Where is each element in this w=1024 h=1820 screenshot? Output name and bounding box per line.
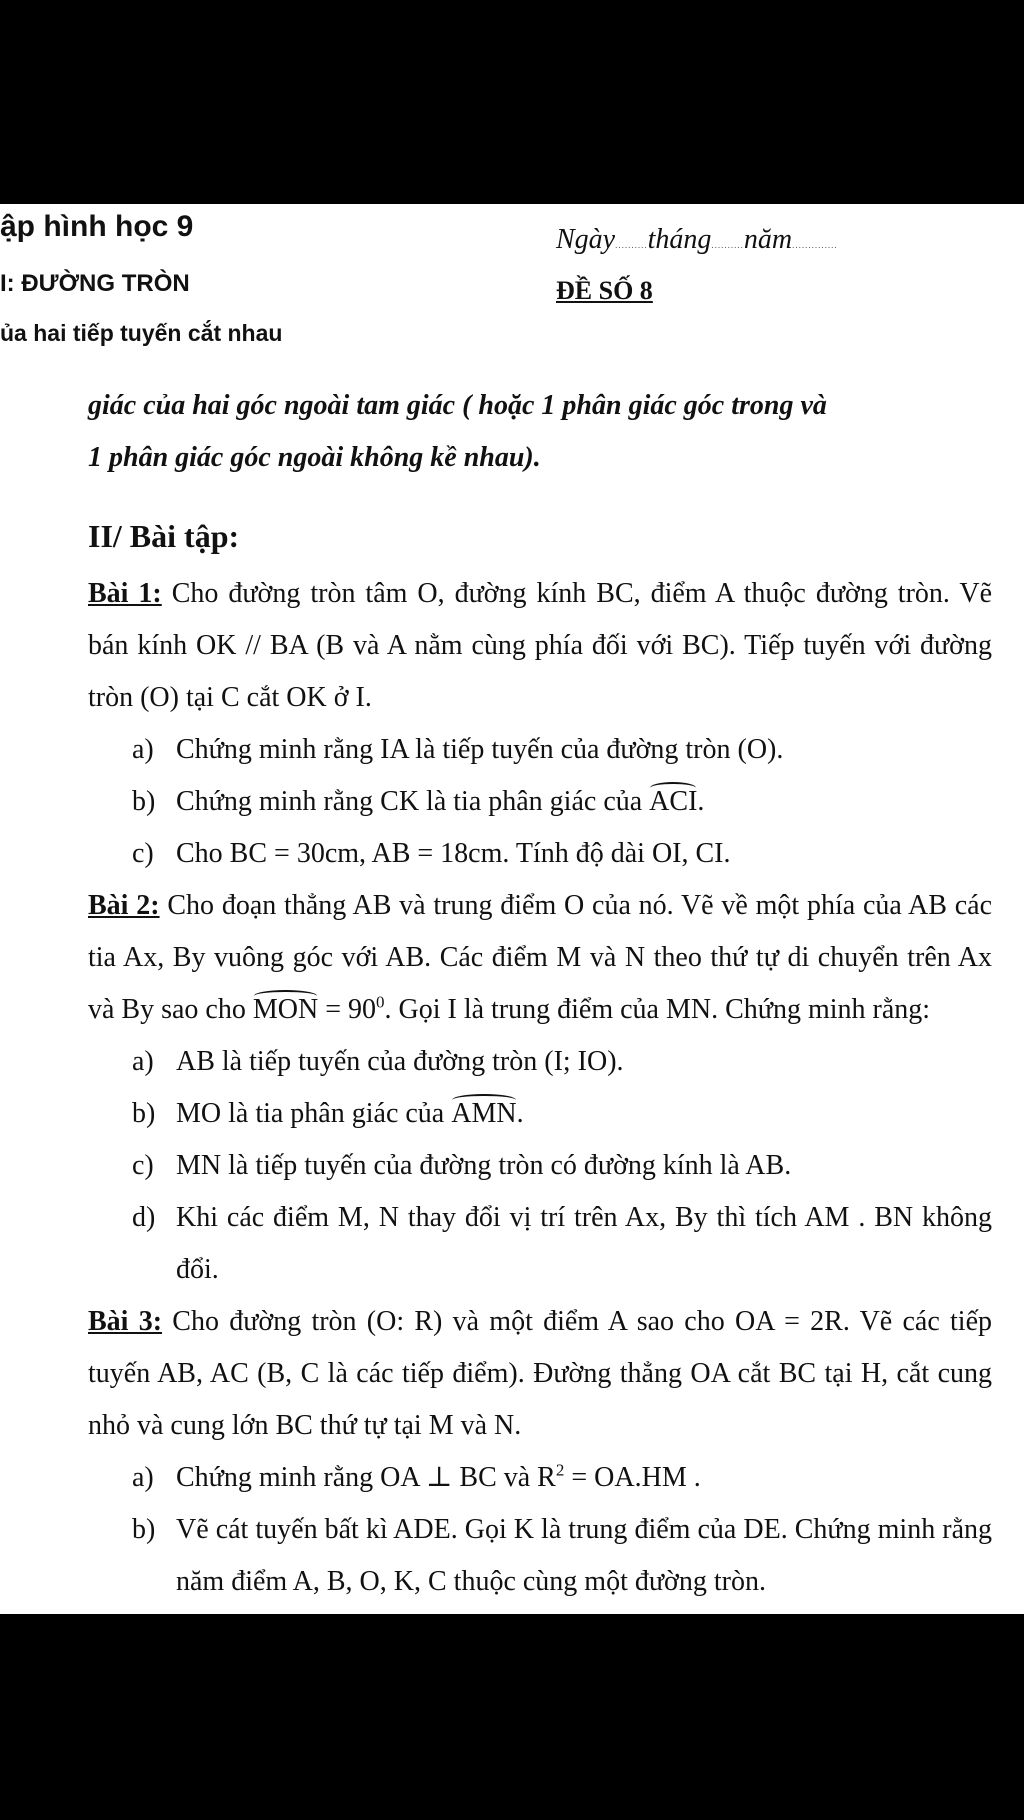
problem-item bbox=[88, 1088, 992, 1140]
statement-text: Cho đường tròn (O: R) và một điểm A sao cho OA = 2R. Vẽ các tiếp tuyến AB, AC (B, C là các tiếp điểm). Đường thẳng OA cắt BC tại H, cắt cung nhỏ và cung lớn BC thứ tự tại M và N. bbox=[88, 1306, 992, 1441]
problem-statement bbox=[88, 568, 992, 724]
degree-superscript: 0 bbox=[376, 992, 385, 1012]
problem-label: Bài 2: bbox=[88, 890, 160, 921]
problem-1 bbox=[88, 568, 992, 880]
item-text: Chứng minh rằng IA là tiếp tuyến của đường tròn (O). bbox=[176, 734, 784, 765]
angle-symbol: AMN bbox=[451, 1088, 516, 1140]
document-page bbox=[0, 204, 1024, 1614]
date-line bbox=[556, 224, 838, 256]
statement-text: = 90 bbox=[318, 994, 376, 1025]
exam-number: ĐỀ SỐ 8 bbox=[556, 276, 653, 305]
item-letter: b) bbox=[132, 786, 156, 817]
item-text bbox=[176, 1088, 992, 1140]
item-letter: a) bbox=[132, 1462, 154, 1493]
item-text-part: = OA.HM . bbox=[564, 1462, 701, 1493]
month-blank: .......... bbox=[711, 240, 744, 250]
lesson-heading: ủa hai tiếp tuyến cắt nhau bbox=[0, 320, 283, 346]
section-title: II/ Bài tập: bbox=[88, 518, 240, 554]
problem-statement bbox=[88, 1296, 992, 1452]
intro-line: giác của hai góc ngoài tam giác ( hoặc 1 phân giác góc trong và bbox=[88, 390, 827, 421]
problem-2 bbox=[88, 880, 992, 1296]
item-text-part: MO là tia phân giác của bbox=[176, 1098, 452, 1129]
power-superscript: 2 bbox=[555, 1460, 565, 1480]
item-letter: a) bbox=[132, 1046, 154, 1077]
year-label: năm bbox=[743, 224, 793, 255]
angle-symbol: ACI bbox=[649, 776, 697, 828]
problem-item bbox=[88, 1140, 992, 1192]
intro-line: 1 phân giác góc ngoài không kề nhau). bbox=[88, 442, 541, 473]
intro-paragraph bbox=[88, 380, 992, 484]
problem-label: Bài 1: bbox=[88, 578, 162, 609]
item-letter: c) bbox=[132, 1150, 154, 1181]
item-text: Vẽ cát tuyến bất kì ADE. Gọi K là trung điểm của DE. Chứng minh rằng năm điểm A, B, O, K, C thuộc cùng một đường tròn. bbox=[176, 1514, 992, 1597]
item-text-part: . bbox=[516, 1098, 524, 1129]
problem-item bbox=[88, 1036, 992, 1088]
item-letter: c) bbox=[132, 838, 154, 869]
item-letter: d) bbox=[132, 1202, 156, 1233]
item-text bbox=[176, 776, 992, 828]
item-text-part: Chứng minh rằng OA ⊥ BC và R bbox=[176, 1462, 556, 1493]
statement-text: . Gọi I là trung điểm của MN. Chứng minh rằng: bbox=[384, 994, 931, 1025]
subject-heading: ập hình học 9 bbox=[0, 210, 194, 243]
chapter-heading: I: ĐƯỜNG TRÒN bbox=[0, 270, 190, 297]
item-text: Cho BC = 30cm, AB = 18cm. Tính độ dài OI, CI. bbox=[176, 838, 731, 869]
document-body bbox=[88, 380, 992, 1608]
item-text-part: Chứng minh rằng CK là tia phân giác của bbox=[176, 786, 650, 817]
month-label: tháng bbox=[647, 224, 712, 255]
item-letter: a) bbox=[132, 734, 154, 765]
problem-3 bbox=[88, 1296, 992, 1608]
statement-text: Cho đoạn thẳng AB và trung điểm O của nó. Vẽ về một phía của AB các tia Ax, By vuông góc với AB. Các điểm M và N theo thứ tự di chuyển trên Ax và By sao cho bbox=[88, 890, 993, 1025]
problem-label: Bài 3: bbox=[88, 1306, 163, 1337]
item-letter: b) bbox=[132, 1514, 156, 1545]
statement-text: Cho đường tròn tâm O, đường kính BC, điểm A thuộc đường tròn. Vẽ bán kính OK // BA (B và A nằm cùng phía đối với BC). Tiếp tuyến với đường tròn (O) tại C cắt OK ở I. bbox=[88, 578, 993, 713]
day-label: Ngày bbox=[556, 224, 616, 255]
problem-item bbox=[88, 724, 992, 776]
item-text: Khi các điểm M, N thay đổi vị trí trên Ax, By thì tích AM . BN không đổi. bbox=[176, 1202, 992, 1285]
problem-item bbox=[88, 776, 992, 828]
problem-item bbox=[88, 1452, 992, 1504]
item-text bbox=[176, 1452, 992, 1504]
problem-item bbox=[88, 1192, 992, 1296]
item-letter: b) bbox=[132, 1098, 156, 1129]
problem-item bbox=[88, 828, 992, 880]
problem-item bbox=[88, 1504, 992, 1608]
problem-statement bbox=[88, 880, 992, 1036]
item-text-part: . bbox=[697, 786, 705, 817]
item-text: MN là tiếp tuyến của đường tròn có đường kính là AB. bbox=[176, 1150, 792, 1181]
day-blank: .......... bbox=[615, 240, 648, 250]
year-blank: .............. bbox=[792, 240, 838, 250]
angle-symbol: MON bbox=[253, 984, 318, 1036]
item-text: AB là tiếp tuyến của đường tròn (I; IO). bbox=[176, 1046, 624, 1077]
